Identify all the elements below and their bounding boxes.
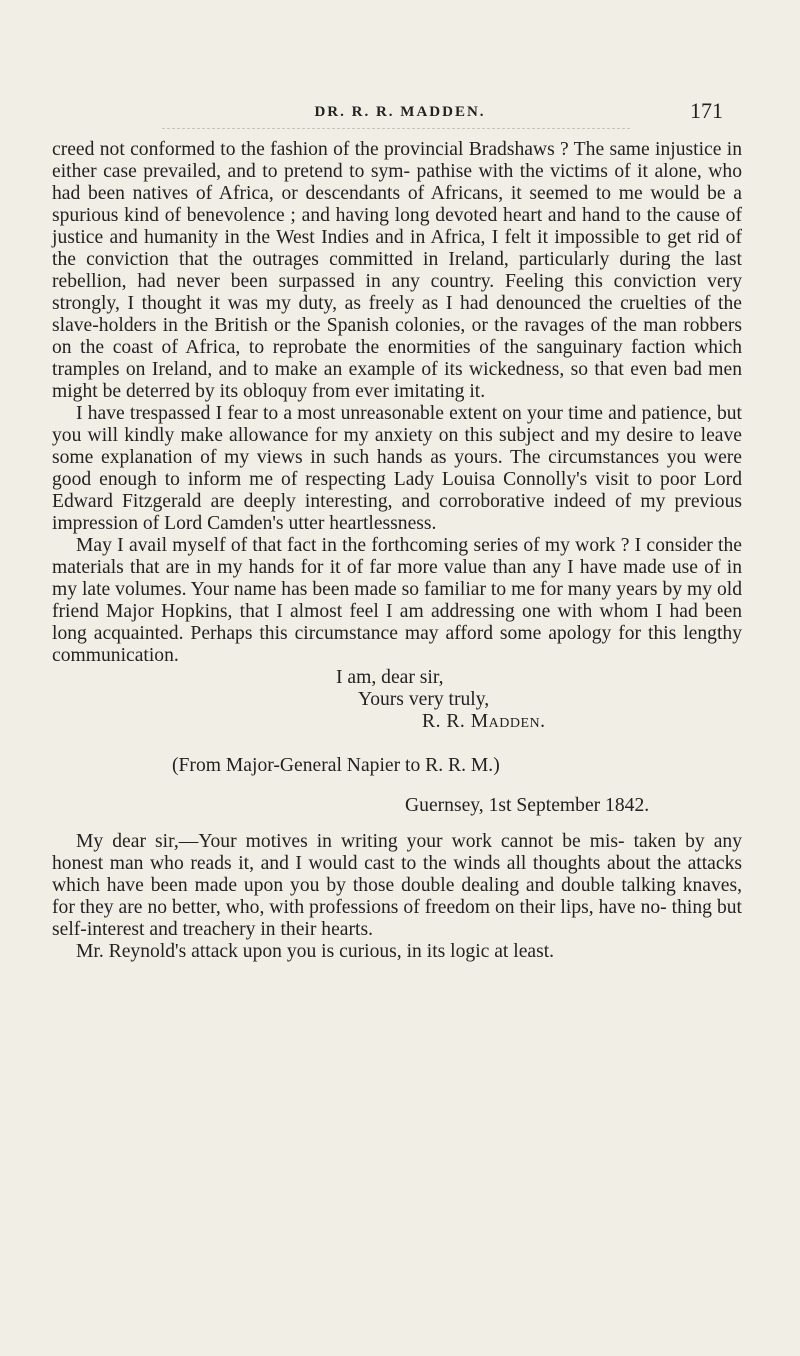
- body-text: [52, 139, 742, 963]
- header-rule: [162, 128, 630, 129]
- closing-valediction: Yours very truly,: [358, 689, 490, 710]
- paragraph: creed not conformed to the fashion of the provincial Bradshaws ? The same injustice in either case prevailed, and to pretend to sym- pathise with the victims of it alone, who had been natives of Africa, or descendants of Africans, it seemed to me would be a spurious kind of benevolence ; and having long devoted heart and hand to the cause of justice and humanity in the West Indies and in Africa, I felt it impossible to get rid of the conviction that the outrages committed in Ireland, particularly during the last rebellion, had never been surpassed in any country. Feeling this conviction very strongly, I thought it was my duty, as freely as I had denounced the cruelties of the slave-holders in the British or the Spanish colonies, or the ravages of the man robbers on the coast of Africa, to reprobate the enormities of the sanguinary faction which tramples on Ireland, and to make an example of its wickedness, so that even bad men might be deterred by its obloquy from ever imitating it.: [52, 139, 742, 402]
- paragraph: May I avail myself of that fact in the forthcoming series of my work ? I consider the materials that are in my hands for it of far more value than any I have made use of in my late volumes. Your name has been made so familiar to me for many years by my old friend Major Hopkins, that I almost feel I am addressing one with whom I had been long acquainted. Perhaps this circumstance may afford some apology for this lengthy communication.: [52, 535, 742, 666]
- source-note: (From Major-General Napier to R. R. M.): [172, 755, 500, 776]
- letter-paragraph: My dear sir,—Your motives in writing your work cannot be mis- taken by any honest man who reads it, and I would cast to the winds all thoughts about the attacks which have been made upon you by those double dealing and double talking knaves, for they are no better, who, with professions of freedom on their lips, have no- thing but self-interest and treachery in their hearts.: [52, 831, 742, 940]
- running-title: DR. R. R. MADDEN.: [314, 104, 486, 120]
- running-head: [0, 100, 800, 130]
- letter-paragraph: Mr. Reynold's attack upon you is curious, in its logic at least.: [76, 941, 555, 962]
- signature: R. R. Madden.: [422, 711, 546, 732]
- page-number: 171: [690, 98, 723, 123]
- dateline: Guernsey, 1st September 1842.: [405, 795, 650, 816]
- letter-closing: [52, 667, 742, 733]
- closing-salutation: I am, dear sir,: [336, 667, 444, 688]
- paragraph: I have trespassed I fear to a most unreasonable extent on your time and patience, but you will kindly make allowance for my anxiety on this subject and my desire to leave some explanation of my views in such hands as yours. The circumstances you were good enough to inform me of respecting Lady Louisa Connolly's visit to poor Lord Edward Fitzgerald are deeply interesting, and corroborative indeed of my previous impression of Lord Camden's utter heartlessness.: [52, 403, 742, 534]
